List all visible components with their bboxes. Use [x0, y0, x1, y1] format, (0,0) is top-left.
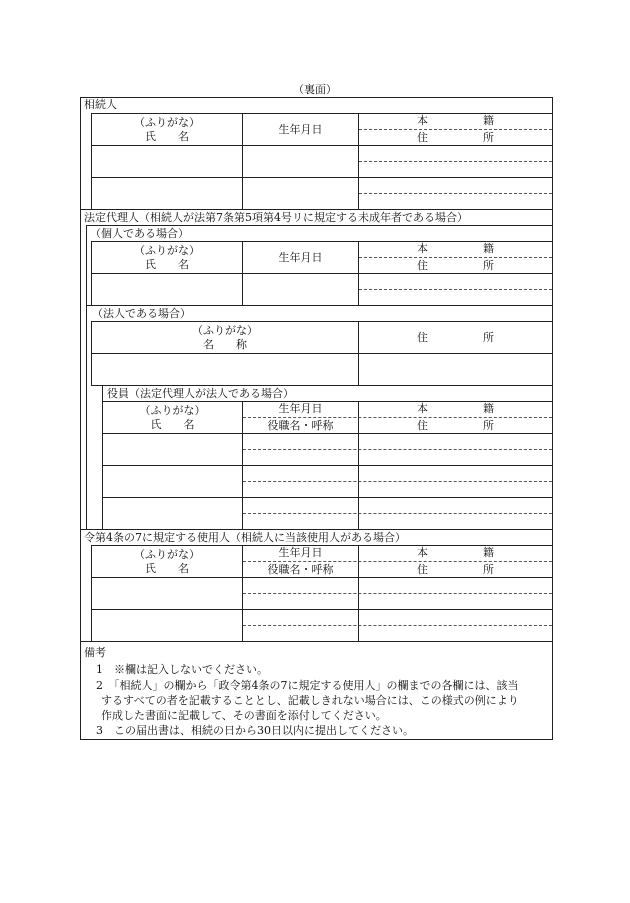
outer-bottom-border [80, 739, 553, 740]
legal-rep-inner-top [86, 225, 553, 226]
note-2-line-2: するすべての者を記載することとし、記載しきれない場合には、この様式の例により [101, 694, 519, 707]
employee-name-label: 氏 名 [145, 562, 189, 575]
officer-birthdate-label: 生年月日 [278, 402, 323, 415]
employee-position-label: 役職名・呼称 [267, 563, 334, 576]
employee-row-2-dash [243, 625, 552, 626]
heir-row-1-name[interactable] [92, 146, 242, 177]
officer-row-2-dash [243, 481, 552, 482]
heir-row-2-dash [359, 193, 552, 194]
employee-row-1-dash [243, 593, 552, 594]
employee-address-label: 住 所 [417, 563, 494, 576]
legal-rep-section-bottom [80, 529, 553, 530]
heir-birthdate-label: 生年月日 [278, 123, 323, 136]
individual-honseki-label: 本 籍 [417, 242, 494, 255]
heir-section-bottom [80, 209, 553, 210]
individual-row-birthdate[interactable] [243, 274, 358, 305]
heir-row-1-birthdate[interactable] [243, 146, 358, 177]
heir-section-title: 相続人 [84, 98, 117, 111]
officer-row-3-dash [243, 513, 552, 514]
corporate-subtitle: （法人である場合） [92, 307, 191, 320]
heir-name-label: 氏 名 [145, 130, 189, 143]
officer-address-label: 住 所 [417, 419, 494, 432]
note-2-line-3: 作成した書面に記載して、その書面を添付してください。 [101, 709, 387, 722]
employee-section-bottom [80, 641, 553, 642]
officer-row-1-name[interactable] [103, 434, 242, 465]
individual-row-dash [359, 289, 552, 290]
individual-furigana-label: （ふりがな） [134, 244, 200, 257]
individual-birthdate-label: 生年月日 [278, 251, 323, 264]
employee-furigana-label: （ふりがな） [134, 548, 200, 561]
corporate-address-label: 住 所 [417, 331, 494, 344]
page-title: （裏面） [293, 83, 337, 96]
employee-birthdate-label: 生年月日 [278, 546, 323, 559]
officer-name-label: 氏 名 [150, 418, 195, 431]
heir-row-2-name[interactable] [92, 178, 242, 209]
officer-honseki-label: 本 籍 [417, 402, 494, 415]
employee-honseki-label: 本 籍 [417, 546, 494, 559]
officer-header-dash [243, 417, 552, 418]
corporate-table-top [91, 321, 553, 322]
notes-title: 備考 [84, 646, 106, 659]
individual-address-label: 住 所 [417, 259, 494, 272]
officer-furigana-label: （ふりがな） [139, 404, 206, 417]
individual-name-label: 氏 名 [145, 258, 189, 271]
legal-rep-inner-left [86, 225, 87, 530]
note-2-line-1: 2 「相続人」の欄から「政令第4条の7に規定する使用人」の欄までの各欄には、該当 [96, 679, 519, 692]
employee-section-title: 令第4条の7に規定する使用人（相続人に当該使用人がある場合） [84, 531, 406, 544]
officer-row-1-dash [243, 449, 552, 450]
corporate-bottom [91, 385, 553, 386]
corporate-row-address[interactable] [359, 354, 552, 385]
note-3: 3 この届出書は、相続の日から30日以内に提出してください。 [96, 724, 414, 737]
heir-row-1-dash [359, 161, 552, 162]
individual-subtitle: （個人である場合） [90, 227, 189, 240]
employee-row-2-name[interactable] [92, 610, 242, 641]
officer-row-2-name[interactable] [103, 466, 242, 497]
heir-honseki-label: 本 籍 [417, 114, 494, 127]
heir-row-2-birthdate[interactable] [243, 178, 358, 209]
individual-bottom [86, 305, 553, 306]
outer-right-border [552, 97, 553, 740]
individual-header-dash [359, 257, 552, 258]
employee-header-dash [243, 561, 552, 562]
individual-row-name[interactable] [92, 274, 242, 305]
note-1: 1 ※欄は記入しないでください。 [96, 663, 268, 676]
legal-rep-section-title: 法定代理人（相続人が法第7条第5項第4号リに規定する未成年者である場合） [84, 211, 468, 224]
corporate-furigana-label: （ふりがな） [192, 324, 258, 337]
outer-left-border [80, 97, 81, 740]
officer-row-3-name[interactable] [103, 498, 242, 529]
outer-top-border [80, 97, 553, 98]
heir-furigana-label: （ふりがな） [134, 116, 200, 129]
officer-position-label: 役職名・呼称 [267, 419, 334, 432]
corporate-row-name[interactable] [92, 354, 358, 385]
heir-address-label: 住 所 [417, 131, 494, 144]
employee-row-1-name[interactable] [92, 578, 242, 609]
heir-header-dash [359, 129, 552, 130]
corporate-name-label: 名 称 [203, 338, 247, 351]
officer-subtitle: 役員（法定代理人が法人である場合） [107, 387, 294, 400]
